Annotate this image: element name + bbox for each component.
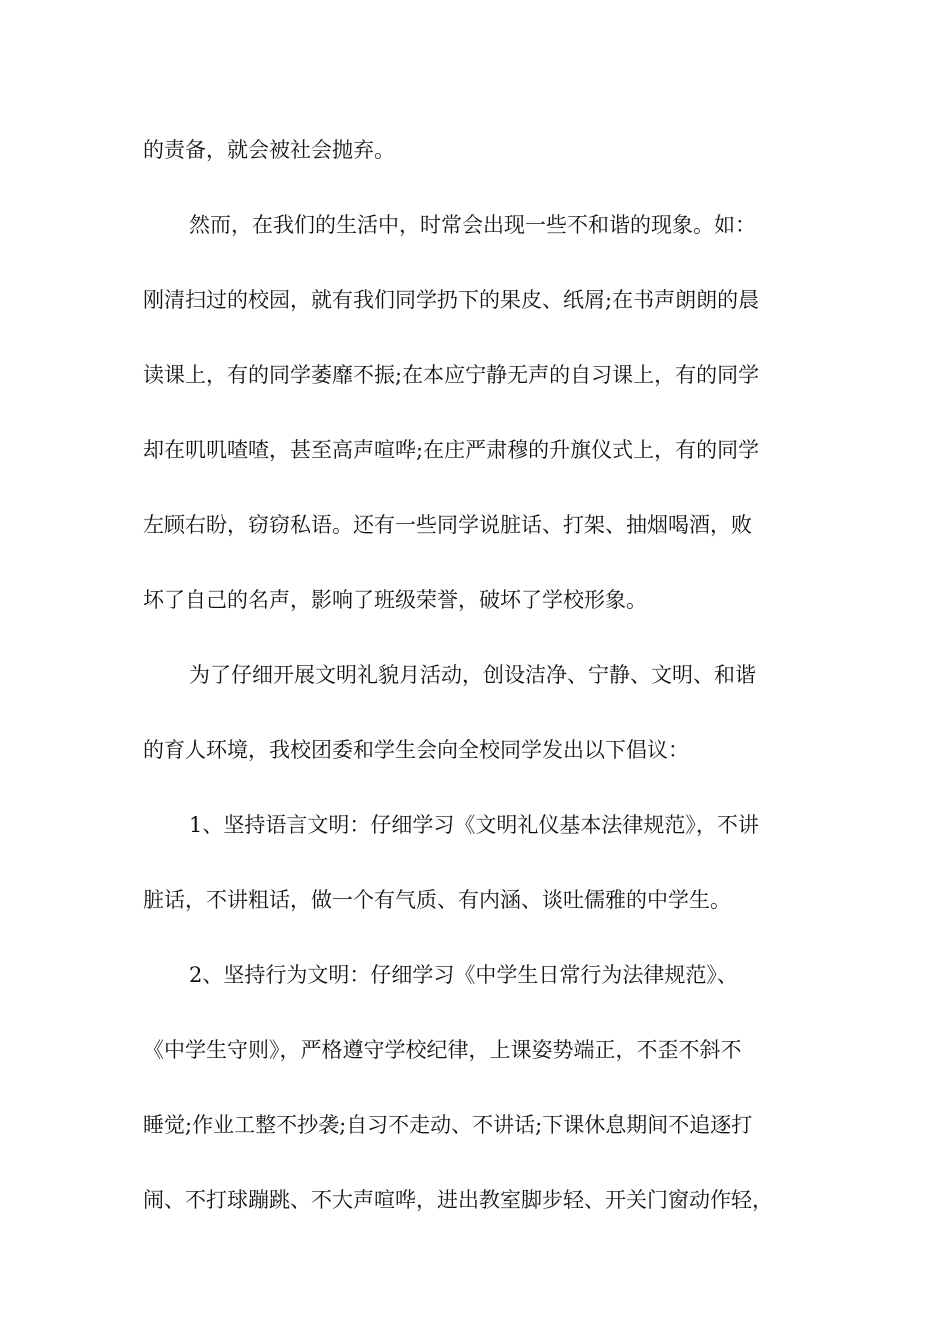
text-line: 2、坚持行为文明：仔细学习《中学生日常行为法律规范》、 [189,963,738,987]
text-line: 的责备，就会被社会抛弃。 [143,138,395,162]
text-line: 左顾右盼，窃窃私语。还有一些同学说脏话、打架、抽烟喝酒，败 [143,513,752,537]
text-line: 睡觉;作业工整不抄袭;自习不走动、不讲话;下课休息期间不追逐打 [143,1113,753,1137]
text-line: 读课上，有的同学萎靡不振;在本应宁静无声的自习课上，有的同学 [143,363,760,387]
text-line: 《中学生守则》，严格遵守学校纪律，上课姿势端正，不歪不斜不 [143,1038,742,1062]
text-line: 脏话，不讲粗话，做一个有气质、有内涵、谈吐儒雅的中学生。 [143,888,731,912]
text-line: 却在叽叽喳喳，甚至高声喧哗;在庄严肃穆的升旗仪式上，有的同学 [143,438,760,462]
text-line: 刚清扫过的校园，就有我们同学扔下的果皮、纸屑;在书声朗朗的晨 [143,288,760,312]
text-line: 为了仔细开展文明礼貌月活动，创设洁净、宁静、文明、和谐 [189,663,756,687]
text-line: 的育人环境，我校团委和学生会向全校同学发出以下倡议： [143,738,689,762]
body-text [143,128,833,1253]
text-line: 闹、不打球蹦跳、不大声喧哗，进出教室脚步轻、开关门窗动作轻， [143,1188,773,1212]
text-line: 坏了自己的名声，影响了班级荣誉，破坏了学校形象。 [143,588,647,612]
text-line: 1、坚持语言文明：仔细学习《文明礼仪基本法律规范》，不讲 [189,813,759,837]
text-line: 然而，在我们的生活中，时常会出现一些不和谐的现象。如： [189,213,756,237]
